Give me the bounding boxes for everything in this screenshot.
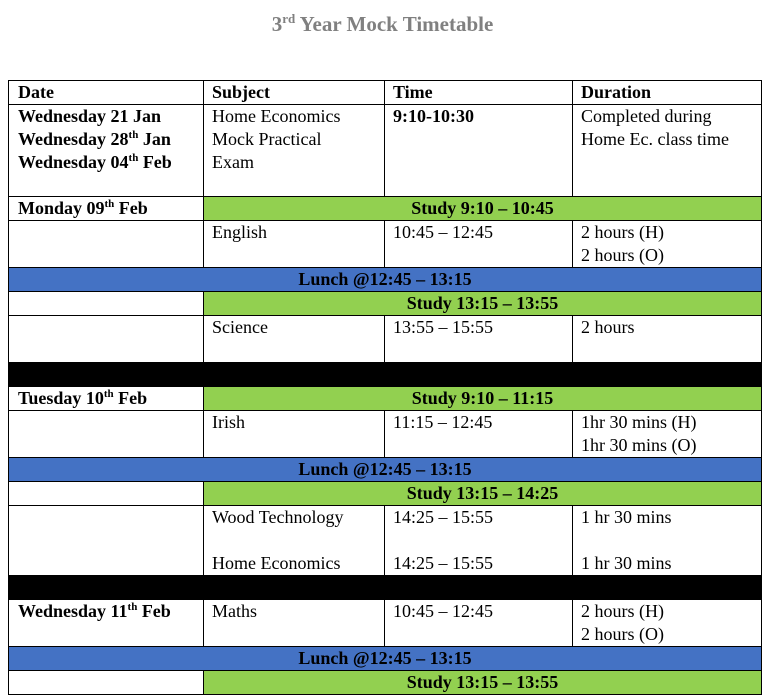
table-row [9,197,762,221]
date-cell [9,506,204,576]
lunch-period: Lunch @12:45 – 13:15 [9,458,762,482]
duration-cell: Completed during Home Ec. class time [573,105,762,197]
subject-cell: English [204,221,385,268]
table-row [9,387,762,411]
page-title: 3rd Year Mock Timetable [271,11,494,36]
header-time: Time [385,81,573,105]
study-period: Study 13:15 – 13:55 [204,292,762,316]
header-date: Date [9,81,204,105]
duration-cell: 2 hours (H) 2 hours (O) [573,221,762,268]
date-cell [9,411,204,458]
duration-cell: 2 hours [573,316,762,363]
day-separator [9,363,762,387]
time-cell: 14:25 – 15:55 14:25 – 15:55 [385,506,573,576]
day-separator [9,576,762,600]
date-cell [9,221,204,268]
date-cell: Monday 09th Feb [9,197,204,221]
date-cell: Wednesday 21 Jan Wednesday 28th Jan Wednesday 04th Feb [9,105,204,197]
date-cell [9,671,204,695]
study-period: Study 13:15 – 13:55 [204,671,762,695]
subject-cell: Home Economics Mock Practical Exam [204,105,385,197]
table-row [9,506,762,576]
table-row [9,268,762,292]
time-cell: 11:15 – 12:45 [385,411,573,458]
timetable [8,80,762,695]
date-cell: Wednesday 11th Feb [9,600,204,647]
date-cell [9,482,204,506]
subject-cell: Maths [204,600,385,647]
duration-cell: 1hr 30 mins (H) 1hr 30 mins (O) [573,411,762,458]
table-row [9,316,762,363]
date-cell [9,292,204,316]
time-cell: 9:10-10:30 [385,105,573,197]
lunch-period: Lunch @12:45 – 13:15 [9,647,762,671]
time-cell: 13:55 – 15:55 [385,316,573,363]
table-row [9,221,762,268]
table-row [9,671,762,695]
study-period: Study 9:10 – 11:15 [204,387,762,411]
lunch-period: Lunch @12:45 – 13:15 [9,268,762,292]
subject-cell: Wood Technology Home Economics [204,506,385,576]
subject-cell: Science [204,316,385,363]
study-period: Study 13:15 – 14:25 [204,482,762,506]
table-row [9,411,762,458]
time-cell: 10:45 – 12:45 [385,600,573,647]
subject-cell: Irish [204,411,385,458]
duration-cell: 2 hours (H) 2 hours (O) [573,600,762,647]
date-cell [9,316,204,363]
table-row [9,105,762,197]
time-cell: 10:45 – 12:45 [385,221,573,268]
table-row [9,600,762,647]
header-row [9,81,762,105]
duration-cell: 1 hr 30 mins 1 hr 30 mins [573,506,762,576]
header-duration: Duration [573,81,762,105]
table-row [9,482,762,506]
table-row [9,647,762,671]
date-cell: Tuesday 10th Feb [9,387,204,411]
table-row [9,458,762,482]
table-row [9,292,762,316]
study-period: Study 9:10 – 10:45 [204,197,762,221]
header-subject: Subject [204,81,385,105]
